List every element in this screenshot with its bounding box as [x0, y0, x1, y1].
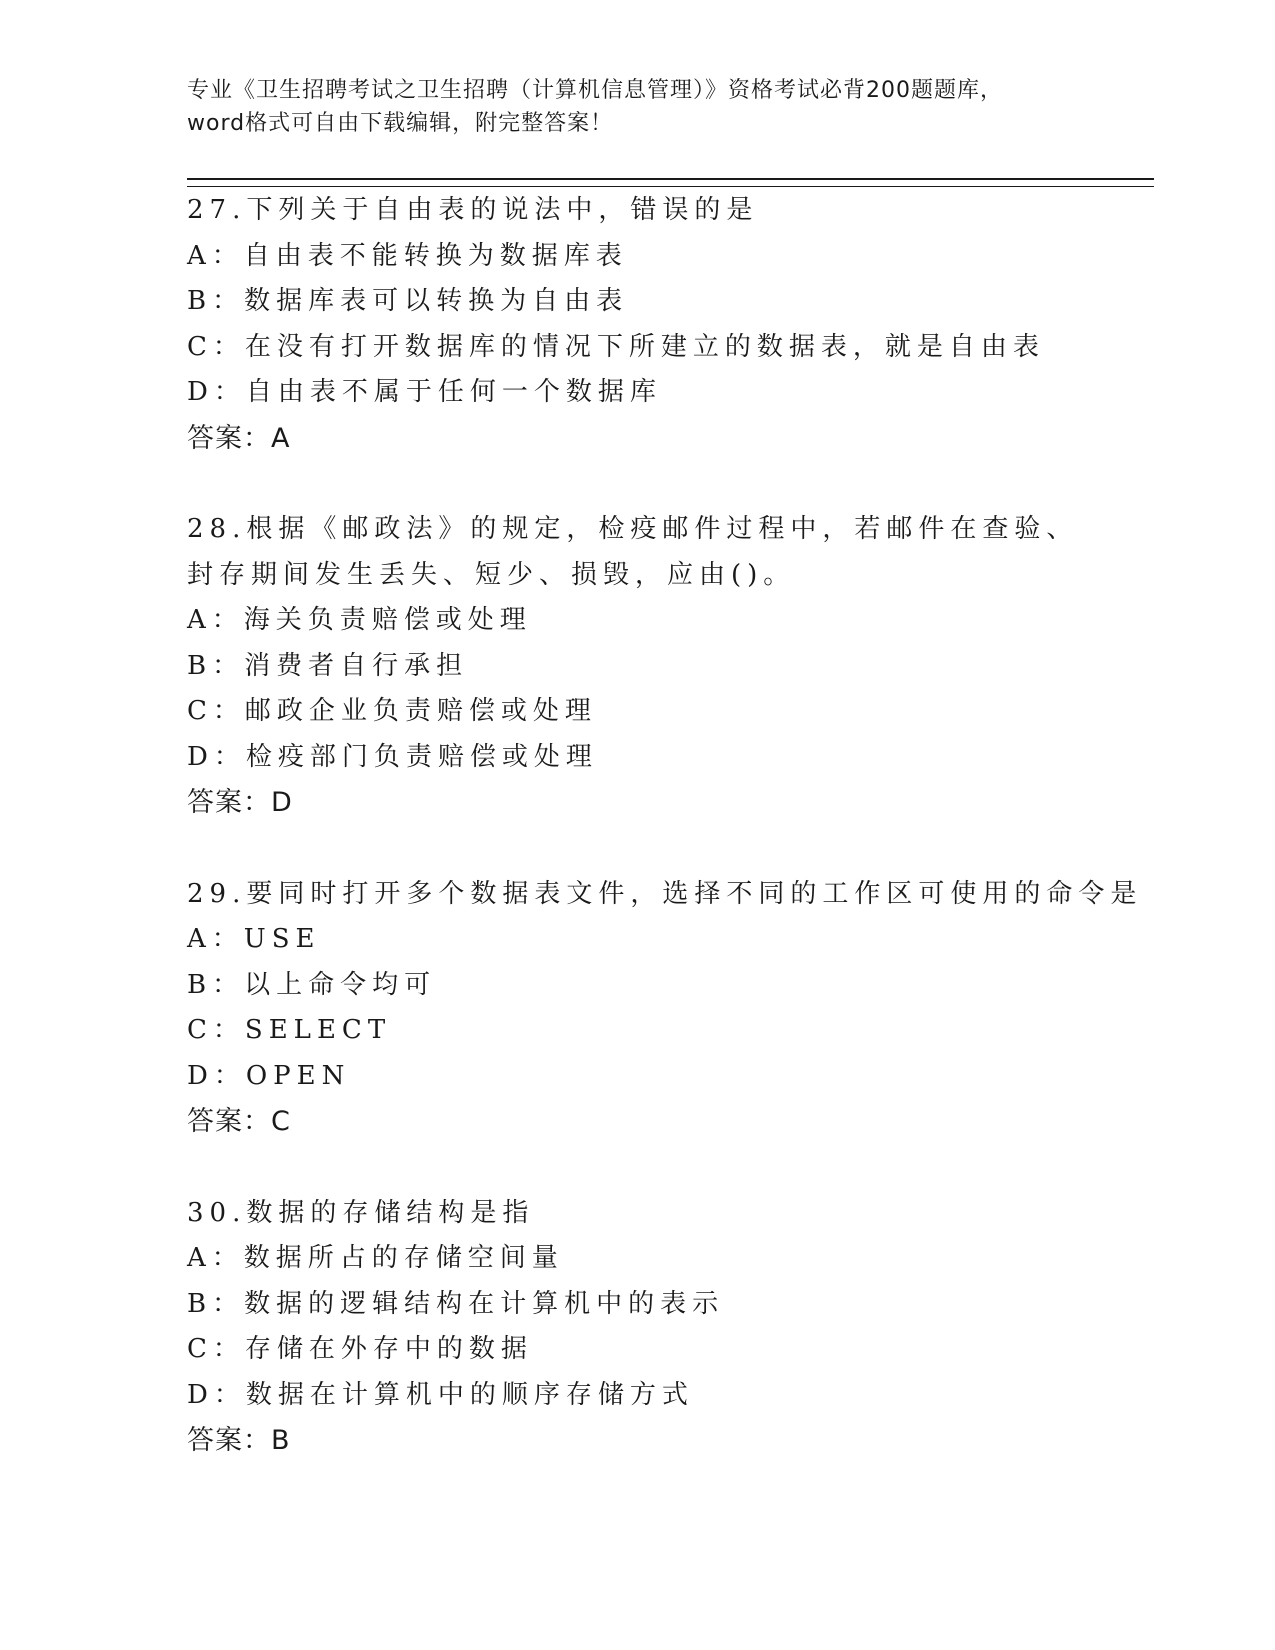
question-title: 28.根据《邮政法》的规定，检疫邮件过程中，若邮件在查验、封存期间发生丢失、短少、损毁，应由()。 [187, 514, 1079, 590]
option-c: C：在没有打开数据库的情况下所建立的数据表，就是自由表 [187, 331, 1045, 362]
option-c: C：SELECT [187, 1015, 392, 1045]
question-27 [187, 188, 1107, 461]
question-answer: 答案：C [187, 1106, 291, 1137]
option-c: C：存储在外存中的数据 [187, 1334, 533, 1364]
question-answer: 答案：A [187, 422, 291, 454]
question-28 [187, 507, 1107, 826]
option-d: D：自由表不属于任何一个数据库 [187, 377, 662, 407]
question-title: 29.要同时打开多个数据表文件，选择不同的工作区可使用的命令是 [187, 878, 1143, 909]
option-d: D：检疫部门负责赔偿或处理 [187, 741, 598, 772]
question-answer: 答案：D [187, 787, 293, 818]
question-30 [187, 1191, 1107, 1464]
option-b: B：以上命令均可 [187, 969, 437, 1000]
document-header [187, 74, 1087, 140]
option-a: A：数据所占的存储空间量 [187, 1243, 564, 1273]
option-a: A：自由表不能转换为数据库表 [187, 240, 628, 271]
question-answer: 答案：B [187, 1425, 291, 1456]
option-a: A：海关负责赔偿或处理 [187, 605, 532, 635]
option-b: B：消费者自行承担 [187, 650, 469, 681]
question-29 [187, 872, 1143, 1145]
option-d: D：OPEN [187, 1060, 351, 1091]
option-c: C：邮政企业负责赔偿或处理 [187, 696, 597, 726]
option-d: D：数据在计算机中的顺序存储方式 [187, 1379, 694, 1410]
question-title: 27.下列关于自由表的说法中，错误的是 [187, 195, 759, 225]
header-line-2: word格式可自由下载编辑，附完整答案！ [187, 111, 614, 136]
option-b: B：数据库表可以转换为自由表 [187, 286, 629, 316]
header-line-1: 专业《卫生招聘考试之卫生招聘（计算机信息管理）》资格考试必背200题题库， [187, 78, 1003, 103]
question-list [187, 188, 1143, 1510]
question-title: 30.数据的存储结构是指 [187, 1197, 535, 1228]
option-b: B：数据的逻辑结构在计算机中的表示 [187, 1288, 725, 1319]
option-a: A：USE [187, 924, 321, 954]
header-divider [187, 178, 1154, 187]
